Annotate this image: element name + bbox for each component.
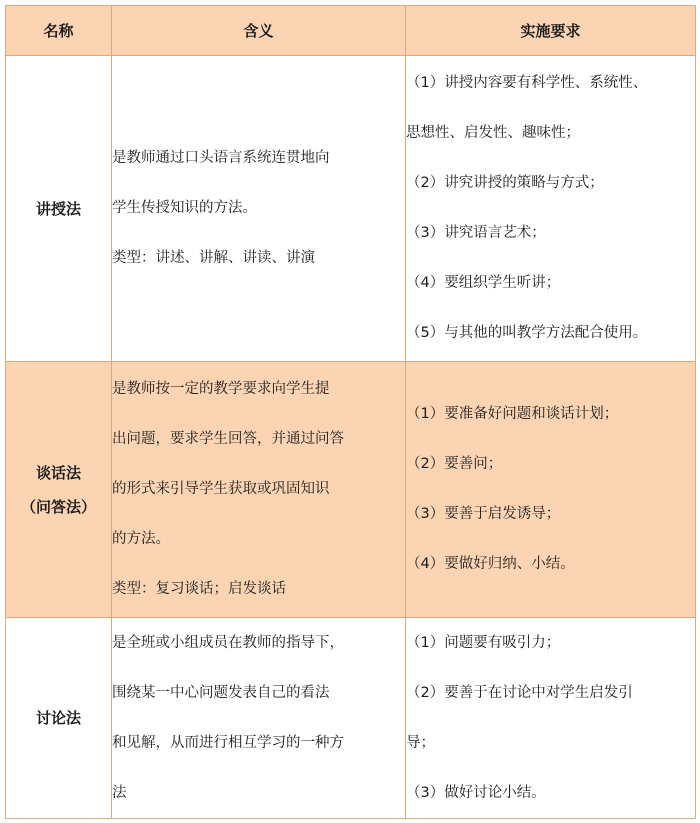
header-meaning: 含义 [112, 6, 406, 56]
requirement-line: （3）讲究语言艺术； [406, 225, 546, 241]
requirement-line: （1）讲授内容要有科学性、系统性、 [406, 75, 648, 91]
method-meaning [112, 618, 406, 819]
method-type: 类型：复习谈话；启发谈话 [112, 581, 286, 597]
method-name [6, 618, 112, 819]
method-name-line: （问答法） [20, 497, 96, 516]
method-meaning [112, 362, 406, 618]
header-row [6, 6, 696, 56]
meaning-line: 出问题，要求学生回答，并通过问答 [112, 431, 344, 447]
method-requirements [406, 56, 696, 362]
header-name: 名称 [6, 6, 112, 56]
header-requirements: 实施要求 [406, 6, 696, 56]
meaning-line: 围绕某一中心问题发表自己的看法 [112, 684, 330, 701]
requirement-line: （1）问题要有吸引力； [406, 634, 561, 651]
requirement-line: （2）要善问； [406, 456, 503, 472]
meaning-line: 的方法。 [112, 531, 170, 547]
meaning-line: 是教师按一定的教学要求向学生提 [112, 381, 330, 397]
table-row-conversation [6, 362, 696, 618]
method-name-line: 讨论法 [35, 709, 81, 727]
teaching-methods-table [5, 5, 696, 819]
requirement-line: （1）要准备好问题和谈话计划； [406, 406, 619, 422]
requirement-line: 思想性、启发性、趣味性； [406, 125, 580, 141]
method-type: 类型：讲述、讲解、讲读、讲演 [112, 250, 315, 266]
requirement-line: 导； [406, 734, 435, 751]
table-row-discussion [6, 618, 696, 819]
requirement-line: （2）要善于在讨论中对学生启发引 [406, 684, 633, 701]
meaning-line: 和见解，从而进行相互学习的一种方 [112, 734, 344, 751]
meaning-line: 法 [112, 784, 127, 801]
requirement-line: （4）要组织学生听讲； [406, 275, 561, 291]
method-name-line: 谈话法 [35, 463, 81, 482]
requirement-line: （3）做好讨论小结。 [406, 784, 546, 801]
meaning-line: 的形式来引导学生获取或巩固知识 [112, 481, 330, 497]
requirement-line: （4）要做好归纳、小结。 [406, 556, 575, 572]
method-requirements [406, 618, 696, 819]
method-requirements [406, 362, 696, 618]
method-name [6, 362, 112, 618]
table-row-lecture [6, 56, 696, 362]
requirement-line: （5）与其他的叫教学方法配合使用。 [406, 325, 648, 341]
method-meaning [112, 56, 406, 362]
meaning-line: 是全班或小组成员在教师的指导下， [112, 634, 344, 651]
meaning-line: 学生传授知识的方法。 [112, 200, 257, 216]
requirement-line: （2）讲究讲授的策略与方式； [406, 175, 604, 191]
method-name [6, 56, 112, 362]
requirement-line: （3）要善于启发诱导； [406, 506, 561, 522]
method-name-line: 讲授法 [35, 199, 81, 218]
meaning-line: 是教师通过口头语言系统连贯地向 [112, 150, 330, 166]
